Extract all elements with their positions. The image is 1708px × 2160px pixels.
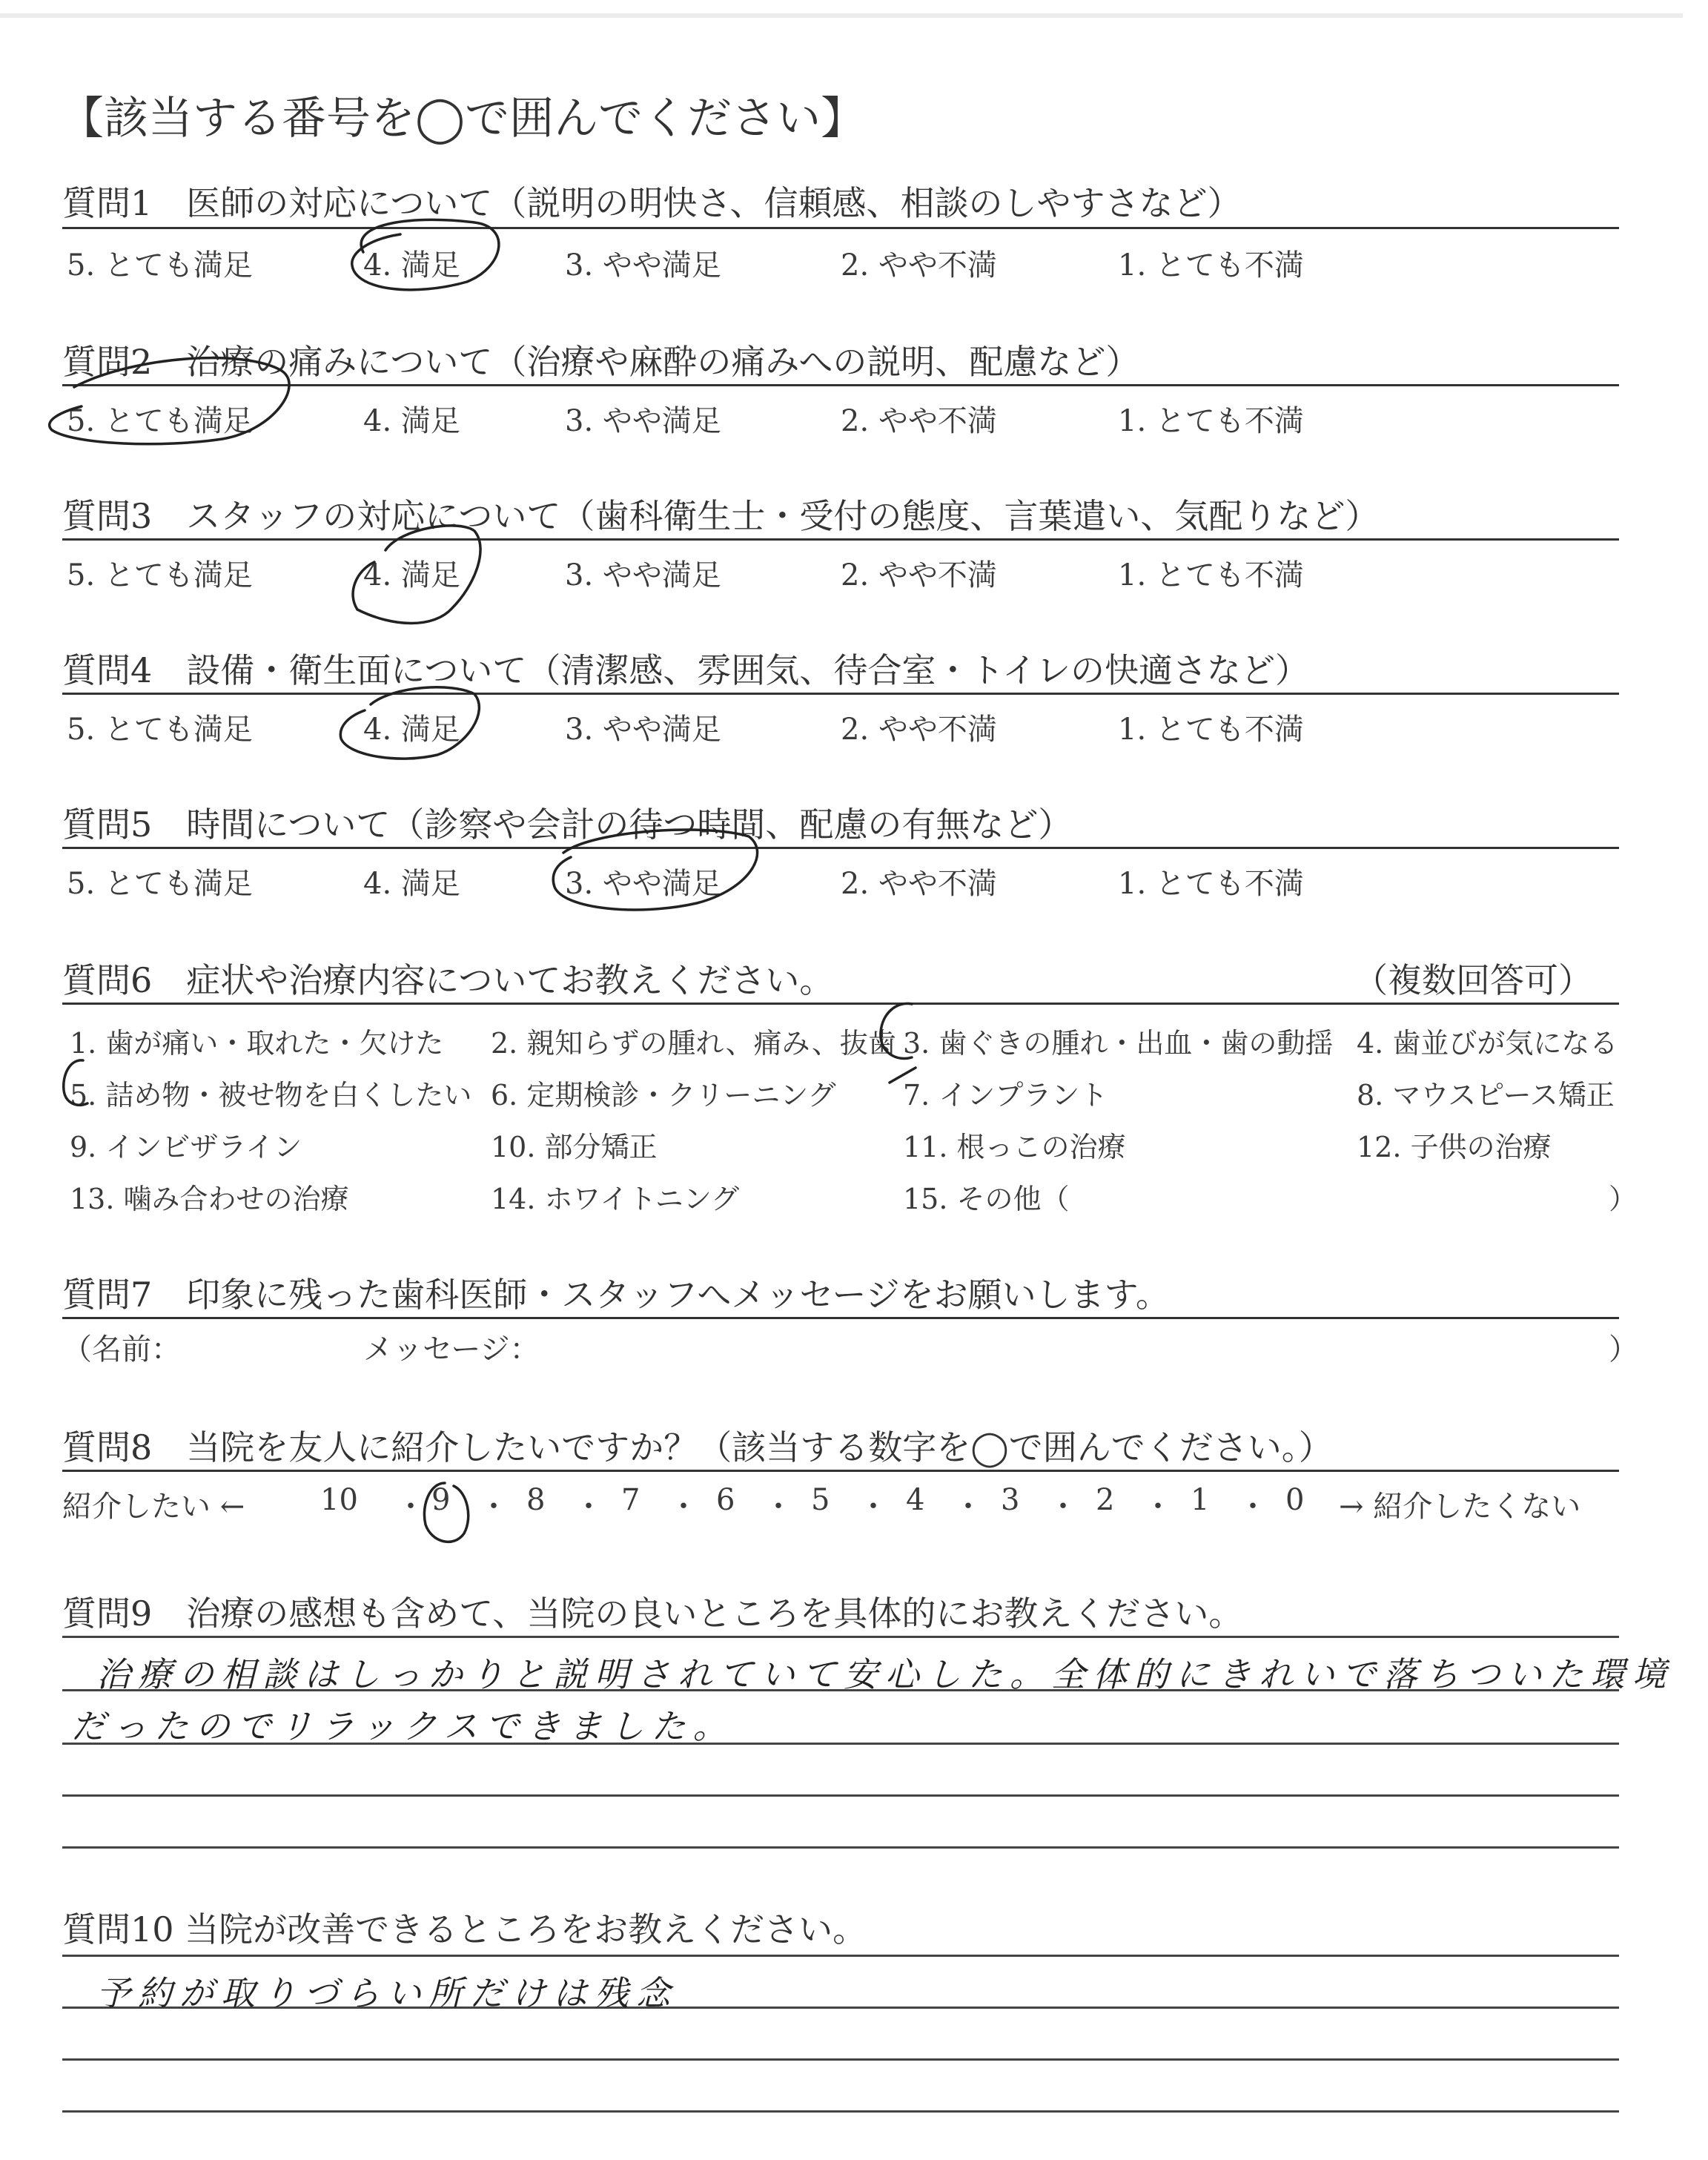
q8-scale-2[interactable]: 2 <box>1096 1483 1115 1517</box>
q10-line-4 <box>62 2110 1619 2113</box>
q10-line-1 <box>62 1955 1619 1957</box>
q6-item-8[interactable]: 8. マウスピース矯正 <box>1357 1079 1615 1112</box>
q8-right-label: → 紹介したくない <box>1339 1490 1581 1524</box>
q6-item-6[interactable]: 6. 定期検診・クリーニング <box>491 1079 836 1112</box>
q1-option-4[interactable]: 4. 満足 <box>363 248 460 283</box>
q10-line-3 <box>62 2058 1619 2061</box>
question-3-rule <box>62 538 1619 541</box>
q1-option-1[interactable]: 1. とても不満 <box>1118 248 1304 283</box>
q6-item-13[interactable]: 13. 噛み合わせの治療 <box>70 1183 349 1215</box>
q8-dot: ・ <box>396 1490 426 1524</box>
question-2-title: 質問2 治療の痛みについて（治療や麻酔の痛みへの説明、配慮など） <box>62 342 1140 382</box>
q5-option-1[interactable]: 1. とても不満 <box>1118 867 1304 901</box>
q6-item-3[interactable]: 3. 歯ぐきの腫れ・出血・歯の動揺 <box>903 1027 1334 1060</box>
scan-edge <box>0 13 1683 18</box>
q6-other-close: ） <box>1609 1183 1638 1215</box>
q3-option-3[interactable]: 3. やや満足 <box>565 558 721 592</box>
q9-answer-line-1[interactable]: 治療の相談はしっかりと説明されていて安心した。全体的にきれいで落ちついた環境 <box>96 1654 1674 1694</box>
q1-option-3[interactable]: 3. やや満足 <box>565 248 721 283</box>
q8-dot: ・ <box>574 1490 603 1524</box>
question-10-title: 質問10 当院が改善できるところをお教えください。 <box>62 1909 867 1949</box>
q7-message-label: メッセージ： <box>363 1332 540 1367</box>
q8-dot: ・ <box>858 1490 888 1524</box>
q3-option-2[interactable]: 2. やや不満 <box>841 558 997 592</box>
q1-option-5[interactable]: 5. とても満足 <box>67 248 253 283</box>
q9-line-4 <box>62 1794 1619 1797</box>
question-8-rule <box>62 1470 1619 1472</box>
question-1-rule <box>62 227 1619 229</box>
q5-option-2[interactable]: 2. やや不満 <box>841 867 997 901</box>
q10-answer-line-1[interactable]: 予約が取りづらい所だけは残念 <box>96 1973 678 2013</box>
question-3-title: 質問3 スタッフの対応について（歯科衛生士・受付の態度、言葉遣い、気配りなど） <box>62 496 1380 536</box>
q8-left-label: 紹介したい ← <box>62 1490 245 1524</box>
question-7-rule <box>62 1317 1619 1319</box>
q8-scale-10[interactable]: 10 <box>320 1483 358 1517</box>
q6-item-9[interactable]: 9. インビザライン <box>70 1131 302 1163</box>
question-6-title: 質問6 症状や治療内容についてお教えください。 <box>62 960 834 1000</box>
question-5-rule <box>62 847 1619 849</box>
q6-item-1[interactable]: 1. 歯が痛い・取れた・欠けた <box>70 1027 444 1060</box>
q9-line-1 <box>62 1636 1619 1638</box>
q2-option-2[interactable]: 2. やや不満 <box>841 404 997 438</box>
q6-item-5[interactable]: 5. 詰め物・被せ物を白くしたい <box>70 1079 472 1112</box>
q7-close: ） <box>1609 1332 1638 1367</box>
q8-scale-6[interactable]: 6 <box>716 1483 735 1517</box>
q8-dot: ・ <box>1048 1490 1078 1524</box>
q5-option-5[interactable]: 5. とても満足 <box>67 867 253 901</box>
q9-line-5 <box>62 1846 1619 1849</box>
q6-item-14[interactable]: 14. ホワイトニング <box>491 1183 740 1215</box>
q6-item-7[interactable]: 7. インプラント <box>903 1079 1108 1112</box>
q8-dot: ・ <box>764 1490 793 1524</box>
q6-item-2[interactable]: 2. 親知らずの腫れ、痛み、抜歯 <box>491 1027 896 1060</box>
q3-option-4[interactable]: 4. 満足 <box>363 558 460 592</box>
q8-scale-8[interactable]: 8 <box>526 1483 546 1517</box>
q9-answer-line-2[interactable]: だったのでリラックスできました。 <box>71 1706 735 1746</box>
q6-item-10[interactable]: 10. 部分矯正 <box>491 1131 658 1163</box>
q4-option-5[interactable]: 5. とても満足 <box>67 713 253 747</box>
question-2-rule <box>62 384 1619 386</box>
q1-option-2[interactable]: 2. やや不満 <box>841 248 997 283</box>
q2-option-4[interactable]: 4. 満足 <box>363 404 460 438</box>
q5-option-3[interactable]: 3. やや満足 <box>565 867 721 901</box>
q8-dot: ・ <box>953 1490 983 1524</box>
question-8-title: 質問8 当院を友人に紹介したいですか？（該当する数字を◯で囲んでください。） <box>62 1427 1333 1467</box>
q8-dot: ・ <box>1238 1490 1268 1524</box>
q8-scale-9[interactable]: 9 <box>431 1483 451 1517</box>
question-7-title: 質問7 印象に残った歯科医師・スタッフへメッセージをお願いします。 <box>62 1275 1170 1315</box>
q8-scale-7[interactable]: 7 <box>621 1483 640 1517</box>
q3-option-1[interactable]: 1. とても不満 <box>1118 558 1304 592</box>
q8-dot: ・ <box>669 1490 698 1524</box>
q4-option-3[interactable]: 3. やや満足 <box>565 713 721 747</box>
question-1-title: 質問1 医師の対応について（説明の明快さ、信頼感、相談のしやすさなど） <box>62 183 1242 223</box>
question-4-rule <box>62 693 1619 695</box>
q8-scale-0[interactable]: 0 <box>1285 1483 1305 1517</box>
question-6-note: （複数回答可） <box>1354 960 1592 1000</box>
q8-scale-4[interactable]: 4 <box>906 1483 925 1517</box>
question-9-title: 質問9 治療の感想も含めて、当院の良いところを具体的にお教えください。 <box>62 1593 1243 1634</box>
q8-scale-5[interactable]: 5 <box>811 1483 830 1517</box>
q4-option-4[interactable]: 4. 満足 <box>363 713 460 747</box>
q4-option-1[interactable]: 1. とても不満 <box>1118 713 1304 747</box>
question-5-title: 質問5 時間について（診察や会計の待つ時間、配慮の有無など） <box>62 805 1073 845</box>
q6-item-4[interactable]: 4. 歯並びが気になる <box>1357 1027 1618 1060</box>
q8-scale-1[interactable]: 1 <box>1191 1483 1210 1517</box>
q8-dot: ・ <box>479 1490 509 1524</box>
q7-name-label: （名前： <box>62 1332 181 1367</box>
form-heading: 【該当する番号を◯で囲んでください】 <box>59 93 866 145</box>
question-6-rule <box>62 1003 1619 1005</box>
q8-dot: ・ <box>1143 1490 1173 1524</box>
q8-scale-3[interactable]: 3 <box>1001 1483 1020 1517</box>
q5-option-4[interactable]: 4. 満足 <box>363 867 460 901</box>
q6-item-12[interactable]: 12. 子供の治療 <box>1357 1131 1552 1163</box>
q2-option-1[interactable]: 1. とても不満 <box>1118 404 1304 438</box>
q4-option-2[interactable]: 2. やや不満 <box>841 713 997 747</box>
q2-option-5[interactable]: 5. とても満足 <box>67 404 253 438</box>
question-4-title: 質問4 設備・衛生面について（清潔感、雰囲気、待合室・トイレの快適さなど） <box>62 650 1310 690</box>
q6-item-15[interactable]: 15. その他（ <box>903 1183 1070 1215</box>
q6-item-11[interactable]: 11. 根っこの治療 <box>903 1131 1126 1163</box>
q2-option-3[interactable]: 3. やや満足 <box>565 404 721 438</box>
q3-option-5[interactable]: 5. とても満足 <box>67 558 253 592</box>
